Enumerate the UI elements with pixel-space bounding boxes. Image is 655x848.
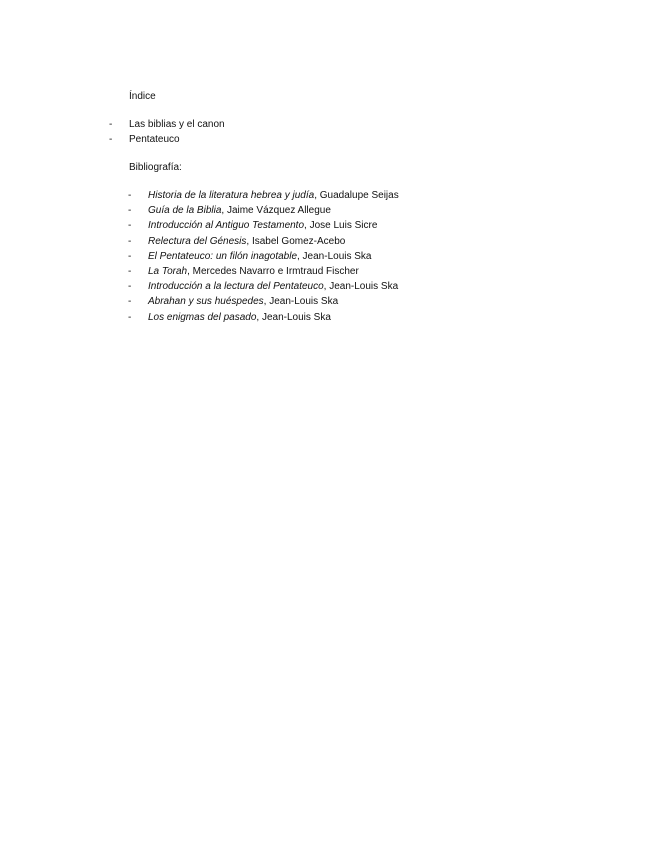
book-title: El Pentateuco: un filón inagotable <box>148 250 297 262</box>
book-author: , Jaime Vázquez Allegue <box>221 205 331 217</box>
book-author: , Jean-Louis Ska <box>297 250 372 262</box>
book-title: Introducción a la lectura del Pentateuco <box>148 281 324 293</box>
toc-item-text: Las biblias y el canon <box>129 119 225 130</box>
book-author: , Isabel Gomez-Acebo <box>246 235 346 247</box>
bibliography-item <box>128 251 399 266</box>
bibliography-item <box>128 220 399 235</box>
bibliography-item <box>128 281 399 296</box>
book-author: , Jean-Louis Ska <box>323 281 399 293</box>
bibliography-list <box>128 190 399 327</box>
book-title: Introducción al Antiguo Testamento <box>148 220 305 232</box>
bibliography-item <box>128 205 399 220</box>
book-title: Los enigmas del pasado <box>148 311 257 323</box>
list-marker: - <box>128 281 132 293</box>
book-title: La Torah <box>148 265 188 277</box>
bibliography-item <box>128 312 399 327</box>
list-marker: - <box>128 220 132 232</box>
book-author: , Jean-Louis Ska <box>256 311 331 323</box>
bibliography-item <box>128 190 399 205</box>
list-marker: - <box>128 311 132 323</box>
list-marker: - <box>109 119 113 130</box>
book-author: , Jean-Louis Ska <box>263 296 339 308</box>
toc-item <box>109 134 225 149</box>
list-marker: - <box>128 250 132 262</box>
list-marker: - <box>109 134 113 145</box>
book-title: Relectura del Génesis <box>148 235 247 247</box>
book-author: , Mercedes Navarro e Irmtraud Fischer <box>187 265 359 277</box>
book-author: , Guadalupe Seijas <box>314 190 399 201</box>
list-marker: - <box>128 296 132 308</box>
list-marker: - <box>128 205 132 217</box>
bibliography-item <box>128 236 399 251</box>
bibliography-item <box>128 296 399 311</box>
book-title: Historia de la literatura hebrea y judía <box>148 190 315 201</box>
list-marker: - <box>128 235 132 247</box>
book-title: Abrahan y sus huéspedes <box>148 296 264 308</box>
index-heading: Índice <box>129 91 156 102</box>
book-title: Guía de la Biblia <box>148 205 222 217</box>
toc-item-text: Pentateuco <box>129 134 180 145</box>
table-of-contents <box>109 119 225 149</box>
list-marker: - <box>128 265 132 277</box>
list-marker: - <box>128 190 132 201</box>
bibliography-heading: Bibliografía: <box>129 162 182 173</box>
book-author: , Jose Luis Sicre <box>304 220 378 232</box>
bibliography-item <box>128 266 399 281</box>
toc-item <box>109 119 225 134</box>
